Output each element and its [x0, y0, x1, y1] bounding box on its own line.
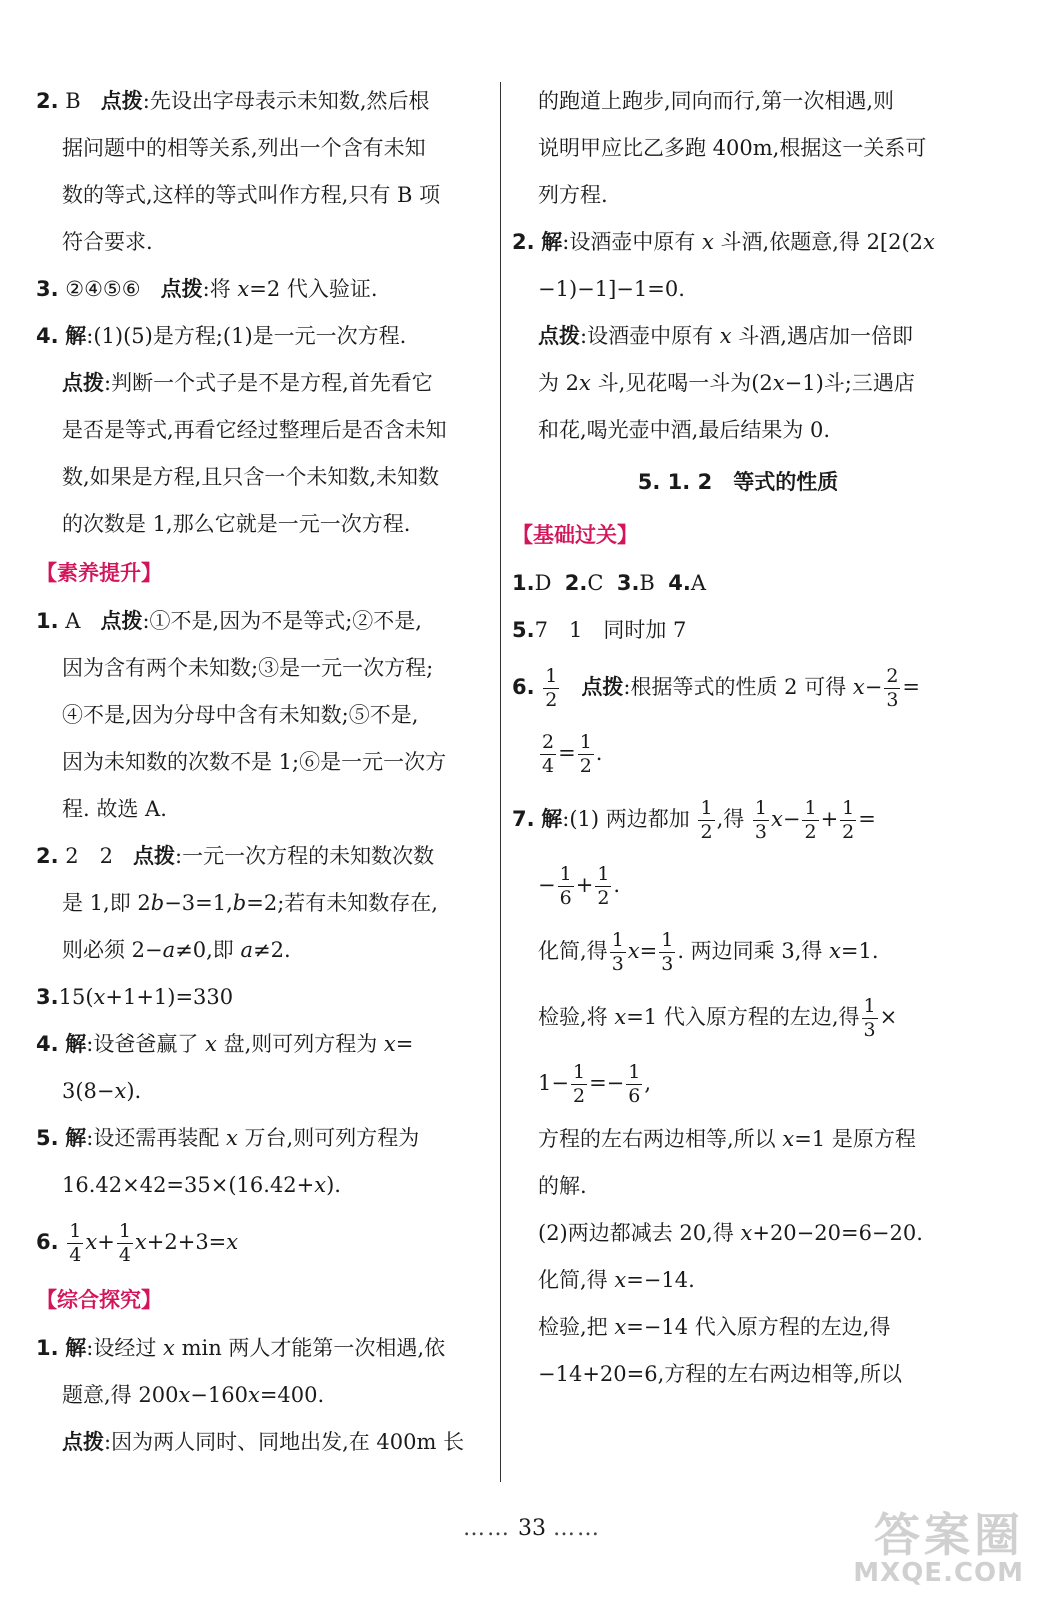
- continued-line3: 列方程.: [538, 183, 608, 207]
- watermark-text: 答案圈: [874, 1508, 1024, 1562]
- jichu-7: 7. 解:(1) 两边都加 $\frac{1}{2}$ ,得 $\frac{1}{3}$ x− $\frac{1}{2}$ + $\frac{1}{2}$ =: [512, 797, 876, 843]
- zonghe-2-line4: 为 2x 斗,见花喝一斗为(2x−1)斗;三遇店: [538, 371, 915, 395]
- answer-3: 3. ②④⑤⑥ 点拨:将 x=2 代入验证.: [36, 277, 378, 301]
- suyang-6: 6. $\frac{1}{4}$ x+ $\frac{1}{4}$ x+2+3=x: [36, 1220, 239, 1266]
- jichu-1-4: 1.D 2.C 3.B 4.A: [512, 571, 706, 595]
- fraction: $\frac{1}{3}$: [611, 929, 624, 975]
- fraction: $\frac{2}{3}$: [886, 665, 899, 711]
- answer-4: 4. 解:(1)(5)是方程;(1)是一元一次方程.: [36, 324, 407, 348]
- zonghe-1: 1. 解:设经过 x min 两人才能第一次相遇,依: [36, 1336, 446, 1360]
- fraction: $\frac{1}{4}$: [118, 1220, 131, 1266]
- jichu-5: 5.7 1 同时加 7: [512, 618, 687, 642]
- suyang-2-line3: 则必须 2−a≠0,即 a≠2.: [62, 938, 291, 962]
- jichu-7-line5: 1− $\frac{1}{2}$ =− $\frac{1}{6}$ ,: [538, 1061, 652, 1107]
- section-tag-suyang: 【素养提升】: [36, 561, 162, 585]
- footer-dots-right: ……: [553, 1516, 601, 1541]
- answer-2-line4: 符合要求.: [62, 230, 153, 254]
- page-number: 33: [518, 1516, 546, 1541]
- continued-line1: 的跑道上跑步,同向而行,第一次相遇,则: [538, 89, 895, 113]
- fraction: $\frac{1}{2}$: [700, 797, 713, 843]
- fraction: $\frac{1}{2}$: [545, 665, 558, 711]
- suyang-1-line4: 因为未知数的次数不是 1;⑥是一元一次方: [62, 750, 447, 774]
- zonghe-2: 2. 解:设酒壶中原有 x 斗酒,依题意,得 2[2(2x: [512, 230, 935, 254]
- zonghe-2-line5: 和花,喝光壶中酒,最后结果为 0.: [538, 418, 831, 442]
- fraction: $\frac{1}{2}$: [842, 797, 855, 843]
- answer-4-hint: 点拨:判断一个式子是不是方程,首先看它: [62, 371, 433, 395]
- jichu-6-line2: $\frac{2}{4}$ = $\frac{1}{2}$ .: [542, 731, 603, 777]
- section-tag-jichu: 【基础过关】: [512, 523, 638, 547]
- fraction: $\frac{1}{3}$: [661, 929, 674, 975]
- answer-2-line2: 据问题中的相等关系,列出一个含有未知: [62, 136, 426, 160]
- jichu-7-line10: 检验,把 x=−14 代入原方程的左边,得: [538, 1315, 891, 1339]
- right-column: [512, 78, 964, 1398]
- fraction: $\frac{1}{6}$: [559, 863, 572, 909]
- suyang-3: 3.15(x+1+1)=330: [36, 985, 234, 1009]
- answer-2-line3: 数的等式,这样的等式叫作方程,只有 B 项: [62, 183, 441, 207]
- fraction: $\frac{1}{3}$: [754, 797, 768, 843]
- suyang-2: 2. 2 2 点拨:一元一次方程的未知数次数: [36, 844, 435, 868]
- zonghe-1-line2: 题意,得 200x−160x=400.: [62, 1383, 325, 1407]
- section-tag-zonghe: 【综合探究】: [36, 1288, 162, 1312]
- suyang-5: 5. 解:设还需再装配 x 万台,则可列方程为: [36, 1126, 420, 1150]
- watermark-logo: [794, 1510, 1024, 1588]
- left-column: [36, 78, 488, 1466]
- zonghe-2-hint: 点拨:设酒壶中原有 x 斗酒,遇店加一倍即: [538, 324, 913, 348]
- fraction: $\frac{1}{2}$: [572, 1061, 586, 1107]
- column-divider: [500, 82, 501, 1482]
- jichu-7-line3: 化简,得 $\frac{1}{3}$ x= $\frac{1}{3}$ . 两边同乘 3,得 x=1.: [538, 929, 879, 975]
- answer-4-line3: 是否是等式,再看它经过整理后是否含未知: [62, 418, 447, 442]
- jichu-7-line11: −14+20=6,方程的左右两边相等,所以: [538, 1362, 902, 1386]
- suyang-4: 4. 解:设爸爸赢了 x 盘,则可列方程为 x=: [36, 1032, 414, 1056]
- jichu-7-line9: 化简,得 x=−14.: [538, 1268, 695, 1292]
- fraction: $\frac{1}{2}$: [597, 863, 610, 909]
- suyang-5-line2: 16.42×42=35×(16.42+x).: [62, 1173, 341, 1197]
- section-heading: 5. 1. 2 等式的性质: [637, 470, 839, 494]
- suyang-1-line5: 程. 故选 A.: [62, 797, 167, 821]
- continued-line2: 说明甲应比乙多跑 400m,根据这一关系可: [538, 136, 927, 160]
- zonghe-2-line2: −1)−1]−1=0.: [538, 277, 685, 301]
- fraction: $\frac{1}{3}$: [863, 995, 876, 1041]
- jichu-7-line8: (2)两边都减去 20,得 x+20−20=6−20.: [538, 1221, 923, 1245]
- fraction: $\frac{1}{2}$: [579, 731, 592, 777]
- jichu-7-line6: 方程的左右两边相等,所以 x=1 是原方程: [538, 1127, 916, 1151]
- footer-dots-left: ……: [463, 1516, 511, 1541]
- suyang-2-line2: 是 1,即 2b−3=1,b=2;若有未知数存在,: [62, 891, 438, 915]
- fraction: $\frac{2}{4}$: [542, 731, 555, 777]
- suyang-1: 1. A 点拨:①不是,因为不是等式;②不是,: [36, 609, 422, 633]
- fraction: $\frac{1}{2}$: [804, 797, 817, 843]
- suyang-4-line2: 3(8−x).: [62, 1079, 142, 1103]
- fraction: $\frac{1}{6}$: [628, 1061, 641, 1107]
- jichu-7-line2: − $\frac{1}{6}$ + $\frac{1}{2}$ .: [538, 863, 621, 909]
- jichu-7-line7: 的解.: [538, 1174, 587, 1198]
- suyang-1-line3: ④不是,因为分母中含有未知数;⑤不是,: [62, 703, 419, 727]
- jichu-7-line4: 检验,将 x=1 代入原方程的左边,得 $\frac{1}{3}$ ×: [538, 995, 898, 1041]
- answer-4-line5: 的次数是 1,那么它就是一元一次方程.: [62, 512, 411, 536]
- answer-4-line4: 数,如果是方程,且只含一个未知数,未知数: [62, 465, 440, 489]
- jichu-6: 6. $\frac{1}{2}$ 点拨:根据等式的性质 2 可得 x− $\frac{2}{3}$ =: [512, 665, 921, 711]
- watermark-url: MXQE.COM: [853, 1558, 1024, 1588]
- answer-2: 2. B 点拨:先设出字母表示未知数,然后根: [36, 89, 430, 113]
- fraction: $\frac{1}{4}$: [69, 1220, 82, 1266]
- zonghe-1-hint: 点拨:因为两人同时、同地出发,在 400m 长: [62, 1430, 465, 1454]
- suyang-1-line2: 因为含有两个未知数;③是一元一次方程;: [62, 656, 434, 680]
